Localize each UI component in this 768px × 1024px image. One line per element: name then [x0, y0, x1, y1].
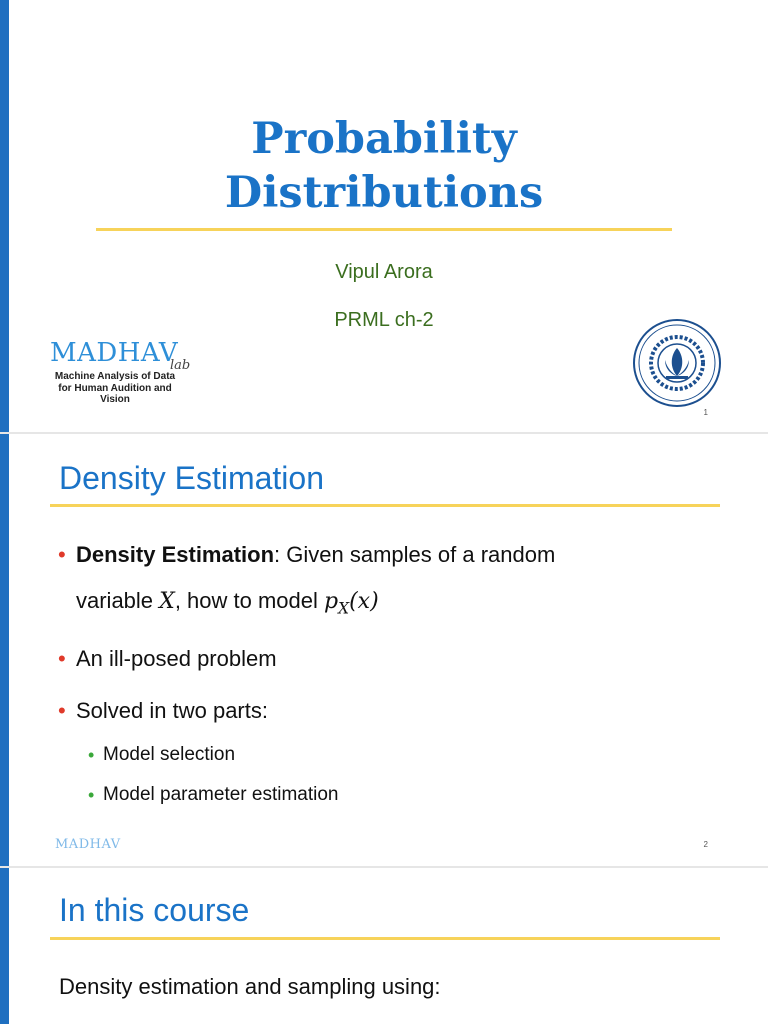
bullet-dot-icon: • [58, 698, 66, 724]
madhav-lab-logo [50, 338, 191, 405]
logo-suffix: lab [170, 358, 191, 373]
math-density [324, 589, 379, 618]
math-p: p [324, 589, 339, 614]
sub-bullet-item [88, 775, 738, 815]
slide-title [96, 112, 672, 220]
bullet-bold-term: Density Estimation [76, 542, 275, 567]
slide-edge-bar [0, 0, 9, 432]
logo-tagline-2: for Human Audition and Vision [58, 383, 172, 405]
sub-bullet-text: Model parameter estimation [103, 784, 339, 806]
slide-edge-bar [0, 434, 9, 866]
logo-word: MADHAV [50, 338, 179, 368]
author-name: Vipul Arora [335, 261, 433, 283]
bullet-text: : Given samples of a random [274, 542, 556, 567]
sub-bullet-dot-icon: • [88, 785, 95, 806]
logo-tagline-1: Machine Analysis of Data [54, 371, 176, 382]
math-subscript: X [338, 599, 350, 618]
slide-1 [0, 0, 768, 432]
footer-logo-text: MADHAV [55, 837, 121, 852]
title-line-2: Distributions [224, 168, 544, 218]
course-ref: PRML ch-2 [334, 309, 434, 331]
bullet-text: An ill-posed problem [76, 646, 277, 672]
bullet-list [58, 532, 738, 819]
bullet-item [58, 532, 738, 631]
body-text: Density estimation and sampling using: [59, 974, 441, 999]
sub-bullet-text: Model selection [103, 744, 236, 766]
math-argument: (x) [349, 589, 379, 614]
iit-kanpur-seal-icon [632, 318, 722, 408]
sub-bullet-dot-icon: • [88, 745, 95, 766]
title-line-1: Probability [251, 114, 517, 164]
title-divider [96, 228, 672, 231]
title-divider [50, 937, 720, 940]
slide-edge-bar [0, 868, 9, 1024]
bullet-item [58, 687, 738, 735]
title-divider [50, 504, 720, 507]
slide-2 [0, 434, 768, 866]
page-number: 2 [703, 840, 708, 849]
page-number: 1 [703, 408, 708, 417]
slide-title: Density Estimation [59, 460, 324, 496]
math-variable: X [159, 589, 175, 614]
bullet-dot-icon: • [58, 646, 66, 672]
bullet-dot-icon: • [58, 542, 66, 567]
bullet-text: , how to model [174, 588, 325, 613]
bullet-item [58, 635, 738, 683]
slide-3 [0, 868, 768, 1024]
bullet-text: variable [76, 588, 160, 613]
bullet-text: Solved in two parts: [76, 698, 268, 724]
sub-bullet-item [88, 735, 738, 775]
slide-title: In this course [59, 892, 250, 928]
